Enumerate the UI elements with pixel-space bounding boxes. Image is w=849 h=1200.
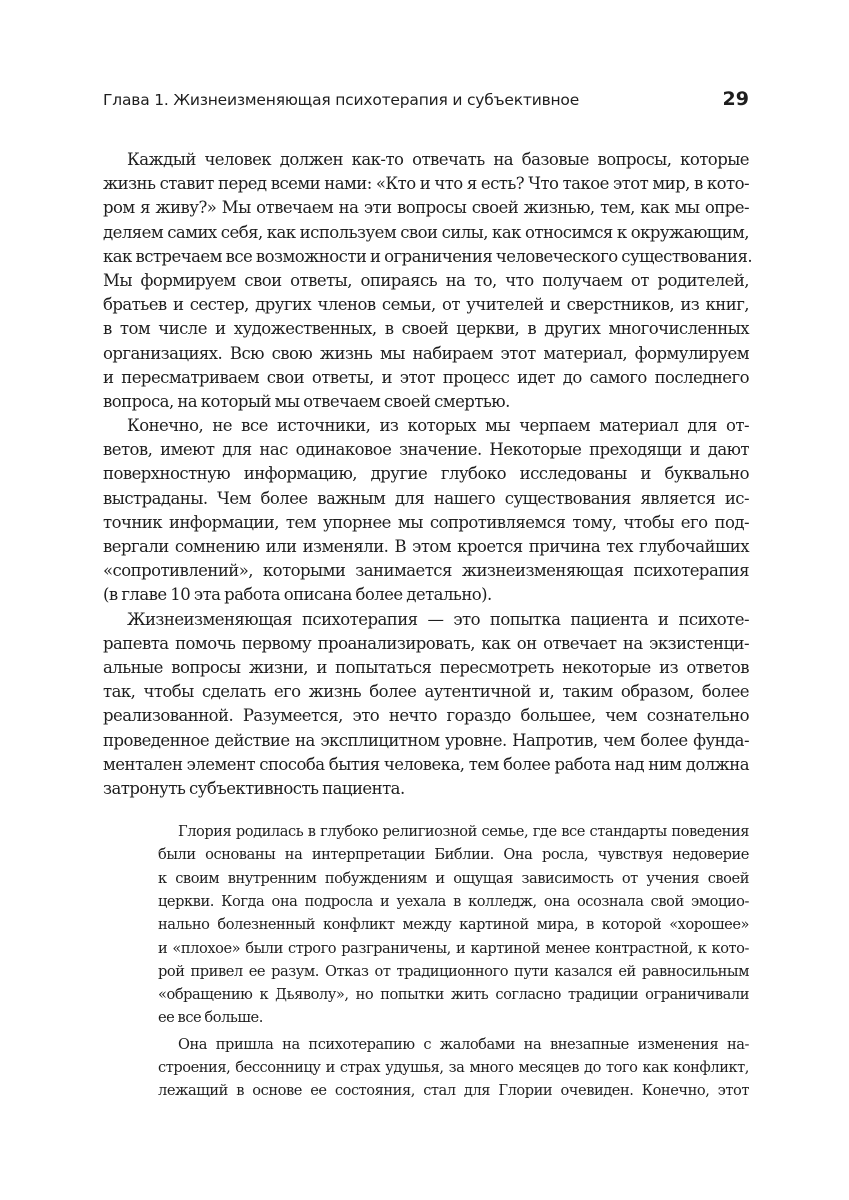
- text-line: рой привел ее разум. Отказ от традиционного пути казался ей равносильным: [158, 962, 749, 980]
- text-line: вопроса, на который мы отвечаем своей смертью.: [103, 391, 510, 411]
- text-line: организациях. Всю свою жизнь мы набираем этот материал, формулируем: [103, 343, 749, 363]
- text-line: и «плохое» были строго разграничены, и картиной менее контрастной, к кото-: [158, 939, 749, 957]
- main-text: [103, 148, 753, 801]
- text-line: вергали сомнению или изменяли. В этом кроется причина тех глубочайших: [103, 537, 749, 556]
- paragraph: [103, 414, 749, 608]
- extract-paragraph: [158, 1033, 749, 1103]
- text-line: были основаны на интерпретации Библии. Она росла, чувствуя недоверие: [158, 846, 749, 864]
- text-line: к своим внутренним побуждениям и ощущая зависимость от учения своей: [158, 869, 749, 887]
- text-line: рапевта помочь первому проанализировать, как он отвечает на экзистенци-: [103, 633, 749, 653]
- page-number: 29: [722, 88, 749, 110]
- text-line: в том числе и художественных, в своей церкви, в других многочисленных: [103, 319, 749, 339]
- text-line: братьев и сестер, других членов семьи, от учителей и сверстников, из книг,: [103, 295, 749, 315]
- text-line: Глория родилась в глубоко религиозной семье, где все стандарты поведения: [178, 823, 749, 841]
- text-line: жизнь ставит перед всеми нами: «Кто и что я есть? Что такое этот мир, в кото-: [103, 174, 749, 194]
- text-line: реализованной. Разумеется, это нечто гораздо большее, чем сознательно: [103, 706, 749, 726]
- text-line: как встречаем все возможности и ограничения человеческого существования.: [103, 246, 753, 266]
- text-line: деляем самих себя, как используем свои силы, как относимся к окружающим,: [103, 222, 749, 242]
- chapter-title: Глава 1. Жизнеизменяющая психотерапия и субъективное: [103, 91, 580, 109]
- text-line: Жизнеизменяющая психотерапия — это попытка пациента и психоте-: [127, 609, 749, 629]
- text-line: ветов, имеют для нас одинаковое значение. Некоторые преходящи и дают: [103, 440, 749, 460]
- text-line: точник информации, тем упорнее мы сопротивляемся тому, чтобы его под-: [103, 512, 749, 532]
- text-line: церкви. Когда она подросла и уехала в колледж, она осознала свой эмоцио-: [158, 892, 749, 910]
- paragraph: [103, 148, 753, 414]
- text-line: Каждый человек должен как-то отвечать на базовые вопросы, которые: [127, 150, 749, 169]
- extract-paragraph: [158, 820, 749, 1030]
- text-line: нально болезненный конфликт между картиной мира, в которой «хорошее»: [158, 916, 749, 934]
- text-line: затронуть субъективность пациента.: [103, 778, 405, 798]
- text-line: (в главе 10 эта работа описана более детально).: [103, 585, 492, 605]
- text-line: выстраданы. Чем более важным для нашего существования является ис-: [103, 488, 749, 508]
- paragraph: [103, 608, 749, 802]
- body-text: [103, 148, 753, 1103]
- text-line: лежащий в основе ее состояния, стал для Глории очевиден. Конечно, этот: [158, 1082, 749, 1100]
- text-line: проведенное действие на эксплицитном уровне. Напротив, чем более фунда-: [103, 730, 749, 750]
- running-head: [103, 88, 749, 118]
- text-line: Мы формируем свои ответы, опираясь на то, что получаем от родителей,: [103, 270, 749, 290]
- text-line: и пересматриваем свои ответы, и этот процесс идет до самого последнего: [103, 367, 749, 387]
- text-line: «обращению к Дьяволу», но попытки жить согласно традиции ограничивали: [158, 986, 749, 1004]
- text-line: «сопротивлений», которыми занимается жизнеизменяющая психотерапия: [103, 561, 749, 581]
- text-line: альные вопросы жизни, и попытаться пересмотреть некоторые из ответов: [103, 657, 749, 677]
- text-line: Она пришла на психотерапию с жалобами на внезапные изменения на-: [178, 1035, 749, 1053]
- text-line: строения, бессонницу и страх удушья, за много месяцев до того как конфликт,: [158, 1059, 749, 1077]
- text-line: Конечно, не все источники, из которых мы черпаем материал для от-: [127, 416, 749, 436]
- case-extract: [158, 820, 749, 1103]
- text-line: ее все больше.: [158, 1009, 263, 1027]
- text-line: так, чтобы сделать его жизнь более аутентичной и, таким образом, более: [103, 682, 749, 702]
- text-line: ментален элемент способа бытия человека, тем более работа над ним должна: [103, 754, 749, 774]
- text-line: поверхностную информацию, другие глубоко исследованы и буквально: [103, 464, 749, 484]
- text-line: ром я живу?» Мы отвечаем на эти вопросы своей жизнью, тем, как мы опре-: [103, 198, 749, 218]
